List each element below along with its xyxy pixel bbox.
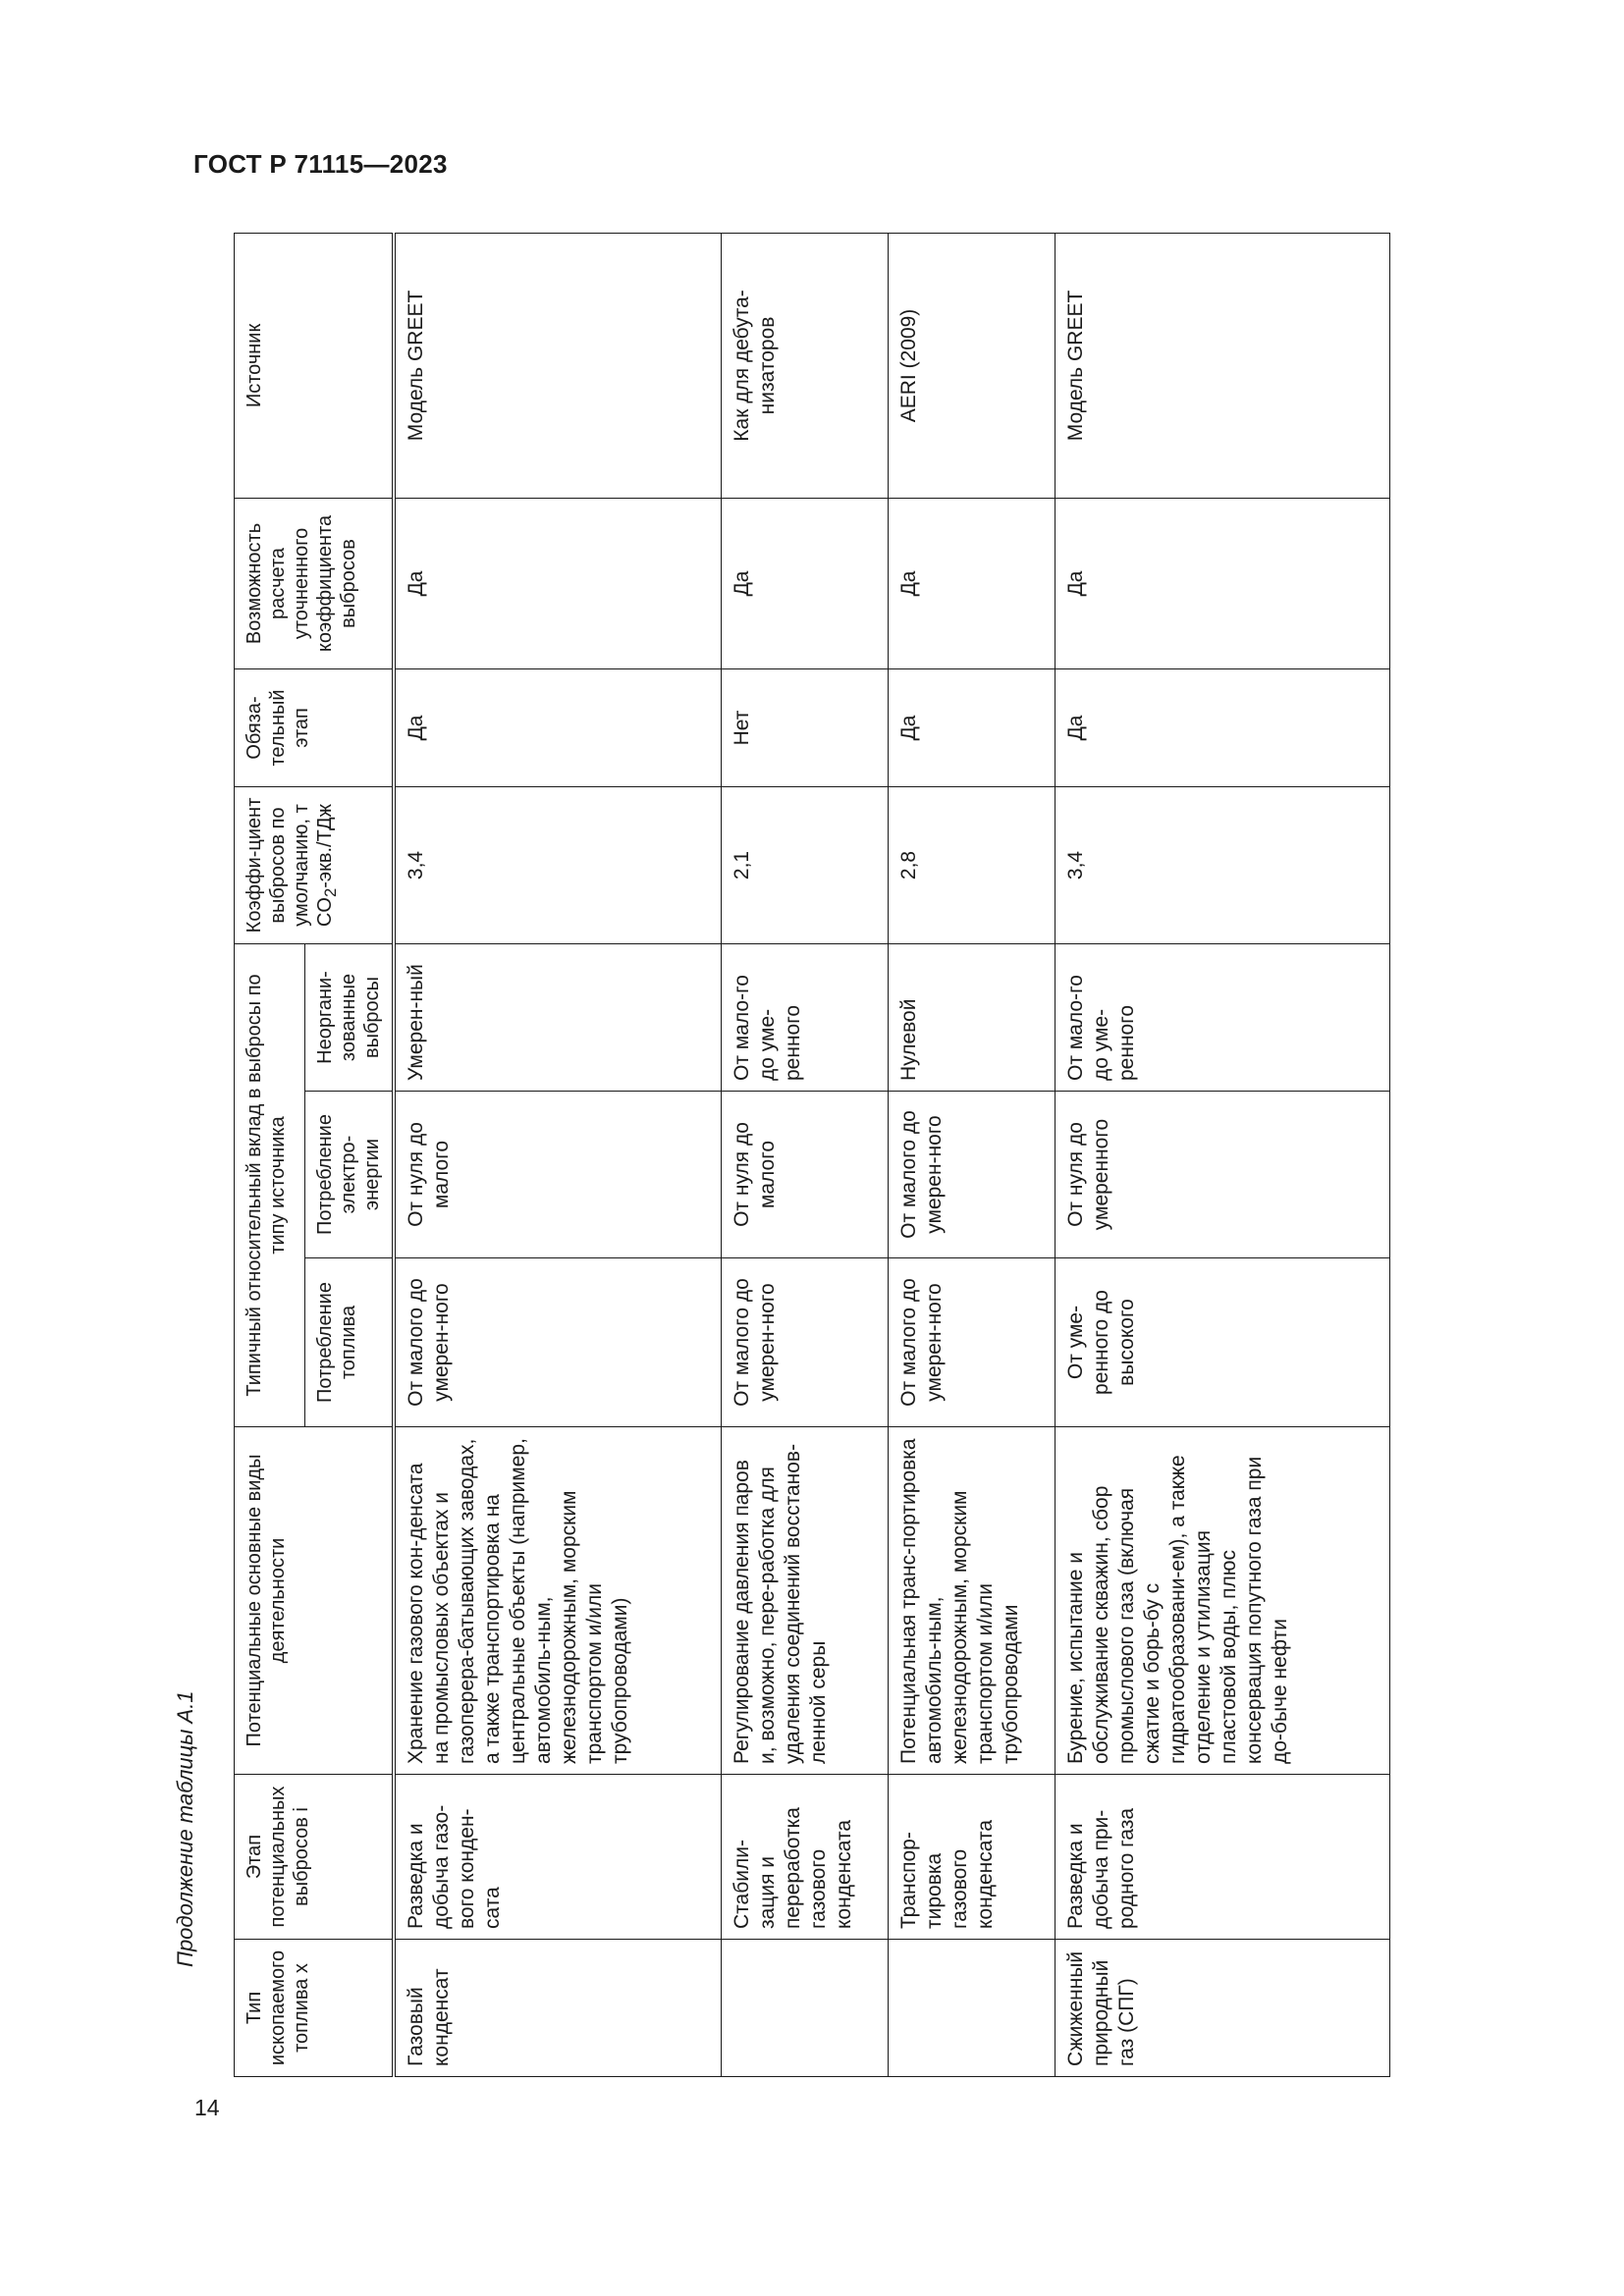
header-electricity-use: Потребление электро-энергии: [305, 1092, 395, 1258]
cell-fugitive: Умерен-ный: [394, 943, 721, 1091]
page-number: 14: [194, 2095, 220, 2120]
cell-fuel-use: От уме-ренного до высокого: [1055, 1258, 1389, 1427]
cell-electricity-use: От нуля до умеренного: [1055, 1092, 1389, 1258]
cell-activities: Потенциальная транс-портировка автомобиль-ным, железнодорожным, морским транспортом и/или трубопроводами: [888, 1427, 1055, 1775]
header-contribution-group: Типичный относительный вклад в выбросы по типу источника: [235, 943, 305, 1426]
cell-source: AERI (2009): [888, 233, 1055, 498]
header-fuel-use: Потребление топлива: [305, 1258, 395, 1427]
cell-fugitive: Нулевой: [888, 943, 1055, 1091]
cell-mandatory: Нет: [721, 668, 888, 786]
cell-fuel-use: От малого до умерен-ного: [721, 1258, 888, 1427]
cell-stage: Стабили-зация и переработка газового конденсата: [721, 1775, 888, 1940]
table-row: [1055, 233, 1389, 2076]
header-refinement: Возможность расчета уточненного коэффициента выбросов: [235, 498, 395, 668]
cell-fugitive: От мало-го до уме-ренного: [1055, 943, 1389, 1091]
cell-coefficient: 2,1: [721, 786, 888, 943]
table-row: [721, 233, 888, 2076]
cell-electricity-use: От нуля до малого: [394, 1092, 721, 1258]
cell-refinement: Да: [721, 498, 888, 668]
cell-refinement: Да: [394, 498, 721, 668]
cell-electricity-use: От нуля до малого: [721, 1092, 888, 1258]
table-row: [888, 233, 1055, 2076]
cell-source: Как для дебута-низаторов: [721, 233, 888, 498]
emissions-table: [234, 233, 1390, 2077]
cell-mandatory: Да: [888, 668, 1055, 786]
cell-coefficient: 3,4: [394, 786, 721, 943]
header-mandatory: Обяза-тельный этап: [235, 668, 395, 786]
cell-fuel-type: [888, 1940, 1055, 2077]
cell-fuel-type: [721, 1940, 888, 2077]
table-container: [234, 234, 1377, 2077]
cell-source: Модель GREET: [394, 233, 721, 498]
rotated-table-frame: [234, 234, 1377, 2077]
header-fuel-type: Тип ископаемого топлива x: [235, 1940, 395, 2077]
cell-activities: Бурение, испытание и обслуживание скважин, сбор промыслового газа (включая сжатие и борь-бу с гидратообразовани-ем), а также отделение и утилизация пластовой воды, плюс консервация попутного газа при до-быче нефти: [1055, 1427, 1389, 1775]
document-title: ГОСТ Р 71115—2023: [193, 149, 448, 179]
cell-fuel-type: Сжиженный природный газ (СПГ): [1055, 1940, 1389, 2077]
cell-mandatory: Да: [1055, 668, 1389, 786]
cell-refinement: Да: [888, 498, 1055, 668]
cell-coefficient: 3,4: [1055, 786, 1389, 943]
cell-fugitive: От мало-го до уме-ренного: [721, 943, 888, 1091]
cell-activities: Регулирование давления паров и, возможно, пере-работка для удаления соединений восстанов-ленной серы: [721, 1427, 888, 1775]
cell-activities: Хранение газового кон-денсата на промысловых объектах и газоперера-батывающих заводах, а также транспортировка на центральные объекты (например, автомобиль-ным, железнодорожным, морским транспортом и/или трубопроводами): [394, 1427, 721, 1775]
cell-electricity-use: От малого до умерен-ного: [888, 1092, 1055, 1258]
header-activities: Потенциальные основные виды деятельности: [235, 1427, 395, 1775]
cell-stage: Разведка и добыча газо-вого конден-сата: [394, 1775, 721, 1940]
cell-coefficient: 2,8: [888, 786, 1055, 943]
header-stage: Этап потенциальных выбросов i: [235, 1775, 395, 1940]
cell-fuel-use: От малого до умерен-ного: [888, 1258, 1055, 1427]
cell-fuel-type: Газовый конденсат: [394, 1940, 721, 2077]
table-row: [394, 233, 721, 2076]
header-source: Источник: [235, 233, 395, 498]
cell-stage: Разведка и добыча при-родного газа: [1055, 1775, 1389, 1940]
cell-source: Модель GREET: [1055, 233, 1389, 498]
cell-fuel-use: От малого до умерен-ного: [394, 1258, 721, 1427]
cell-mandatory: Да: [394, 668, 721, 786]
table-caption: Продолжение таблицы А.1: [173, 1690, 197, 1967]
cell-stage: Транспор-тировка газового конденсата: [888, 1775, 1055, 1940]
cell-refinement: Да: [1055, 498, 1389, 668]
header-coefficient: Коэффи-циент выбросов по умолчанию, т $CO_2-экв$./ТДж: [235, 786, 395, 943]
header-fugitive: Неоргани-зованные выбросы: [305, 943, 395, 1091]
